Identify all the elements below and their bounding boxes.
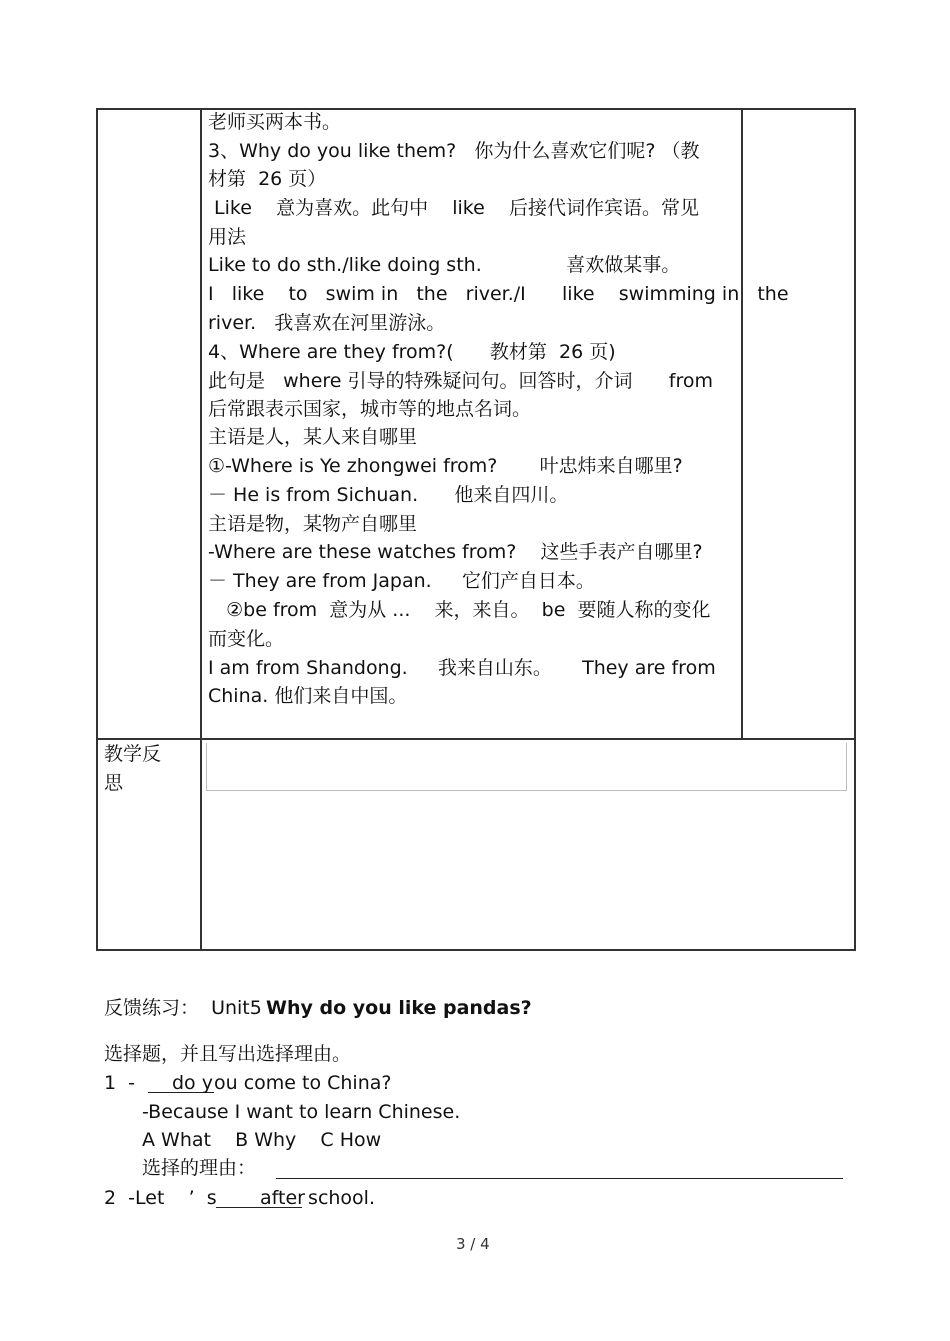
table-text-line: 主语是人，某人来自哪里 [208,426,418,448]
table-text-line: 此句是 where 引导的特殊疑问句。回答时，介词 from [208,370,713,392]
table-text-line: ①-Where is Ye zhongwei from? 叶忠炜来自哪里? [208,455,683,477]
question-1-reason-blank[interactable] [276,1178,843,1179]
reflection-label-cont: 思 [104,772,124,794]
table-text-line: 3、Why do you like them? 你为什么喜欢它们呢? （教 [208,140,700,162]
table-text-line: 材第 26 页） [208,168,327,190]
table-text-line: Like 意为喜欢。此句中 like 后接代词作宾语。常见 [208,197,699,219]
question-2-rest: school. [302,1187,375,1209]
reflection-inner-box-right [846,743,847,791]
question-1-answer: -Because I want to learn Chinese. [142,1101,461,1123]
table-left-border [96,108,98,951]
feedback-title: Why do you like pandas? [266,997,532,1019]
table-text-line: 而变化。 [208,628,285,650]
table-right-border [854,108,856,951]
reflection-inner-box-bottom [206,790,847,791]
question-1-fill-text: do y [172,1072,213,1094]
reflection-label: 教学反 [104,743,162,765]
question-2-fill-text: after [260,1187,305,1209]
question-1-reason-label: 选择的理由： [142,1157,257,1179]
question-2-start: 2 -Let ’ s [104,1187,217,1209]
table-bottom-border [96,949,856,951]
table-text-line: 用法 [208,226,247,248]
question-1-number: 1 - [104,1072,136,1094]
table-row-divider [96,738,856,740]
table-text-line: I like to swim in the river./I like swimming in the [208,283,789,305]
instruction-text: 选择题，并且写出选择理由。 [104,1043,352,1065]
table-text-line: river. 我喜欢在河里游泳。 [208,312,446,334]
table-text-line: -Where are these watches from? 这些手表产自哪里? [208,541,703,563]
table-text-line: 4、Where are they from?( 教材第 26 页) [208,341,616,363]
feedback-label: 反馈练习： Unit5 [104,997,262,1019]
table-text-line: I am from Shandong. 我来自山东。 They are from [208,657,716,679]
table-text-line: 主语是物，某物产自哪里 [208,513,418,535]
table-column-divider [200,108,202,951]
question-1-options: A What B Why C How [142,1129,382,1151]
question-1-rest: ou come to China? [214,1072,392,1094]
table-text-line: Like to do sth./like doing sth. 喜欢做某事。 [208,254,681,276]
table-text-line: 后常跟表示国家，城市等的地点名词。 [208,398,532,420]
reflection-inner-box-left [206,743,207,791]
table-inner-column-divider [741,108,743,740]
table-text-line: China. 他们来自中国。 [208,685,408,707]
table-text-line: ②be from 意为从 ... 来，来自。 be 要随人称的变化 [208,599,711,621]
table-text-line: － He is from Sichuan. 他来自四川。 [208,484,569,506]
table-text-line: － They are from Japan. 它们产自日本。 [208,570,595,592]
table-text-line: 老师买两本书。 [208,111,342,133]
page-number: 3 / 4 [456,1235,490,1253]
